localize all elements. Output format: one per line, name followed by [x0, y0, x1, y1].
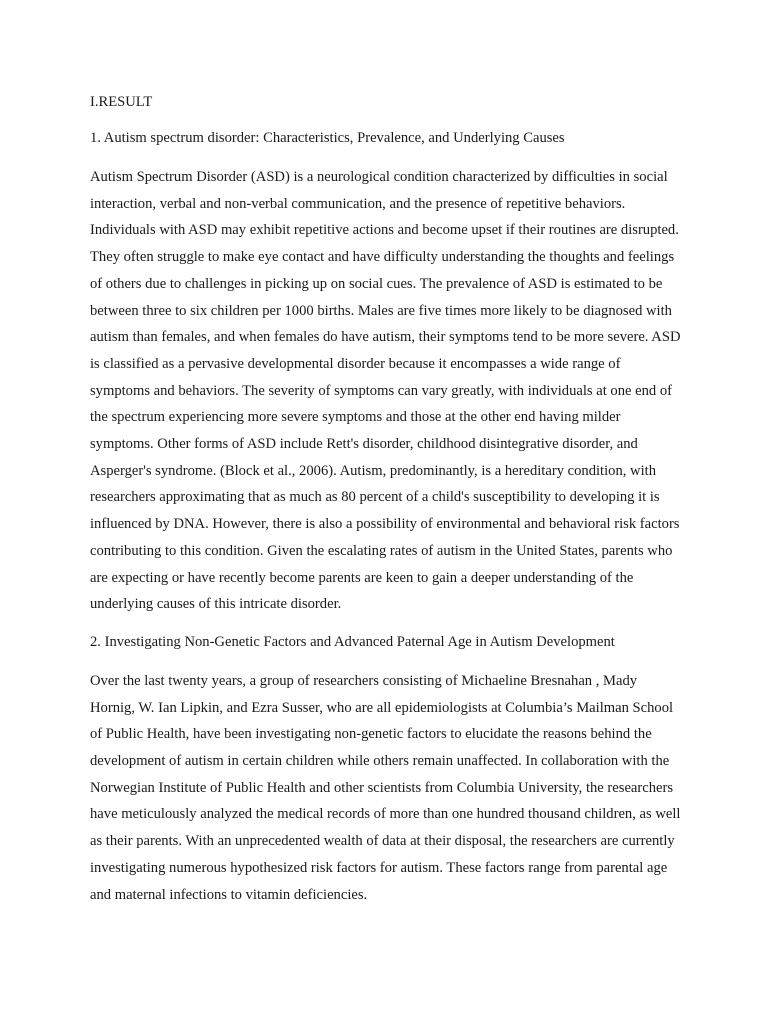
section-label: I.RESULT: [90, 94, 153, 110]
section-2-heading: 2. Investigating Non-Genetic Factors and Advanced Paternal Age in Autism Development: [90, 633, 615, 650]
section-1-paragraph: Autism Spectrum Disorder (ASD) is a neurological condition characterized by difficulties in social interaction, verbal and non-verbal communication, and the presence of repetitive behaviors. Individuals with ASD may exhibit repetitive actions and become upset if their routines are disrupted. They often struggle to make eye contact and have difficulty understanding the thoughts and feelings of others due to challenges in picking up on social cues. The prevalence of ASD is estimated to be between three to six children per 1000 births. Males are five times more likely to be diagnosed with autism than females, and when females do have autism, their symptoms tend to be more severe. ASD is classified as a pervasive developmental disorder because it encompasses a wide range of symptoms and behaviors. The severity of symptoms can vary greatly, with individuals at one end of the spectrum experiencing more severe symptoms and those at the other end having milder symptoms. Other forms of ASD include Rett's disorder, childhood disintegrative disorder, and Asperger's syndrome. (Block et al., 2006). Autism, predominantly, is a hereditary condition, with researchers approximating that as much as 80 percent of a child's susceptibility to developing it is influenced by DNA. However, there is also a possibility of environmental and behavioral risk factors contributing to this condition. Given the escalating rates of autism in the United States, parents who are expecting or have recently become parents are keen to gain a deeper understanding of the underlying causes of this intricate disorder.: [90, 169, 681, 613]
section-1-heading: 1. Autism spectrum disorder: Characteristics, Prevalence, and Underlying Causes: [90, 130, 565, 146]
document-body: [90, 92, 682, 922]
section-2-paragraph: Over the last twenty years, a group of researchers consisting of Michaeline Bresnahan , Mady Hornig, W. Ian Lipkin, and Ezra Susser, who are all epidemiologists at Columbia’s Mailman School of Public Health, have been investigating non-genetic factors to elucidate the reasons behind the development of autism in certain children while others remain unaffected. In collaboration with the Norwegian Institute of Public Health and other scientists from Columbia University, the researchers have meticulously analyzed the medical records of more than one hundred thousand children, as well as their parents. With an unprecedented wealth of data at their disposal, the researchers are currently investigating numerous hypothesized risk factors for autism. These factors range from parental age and maternal infections to vitamin deficiencies.: [90, 672, 681, 903]
